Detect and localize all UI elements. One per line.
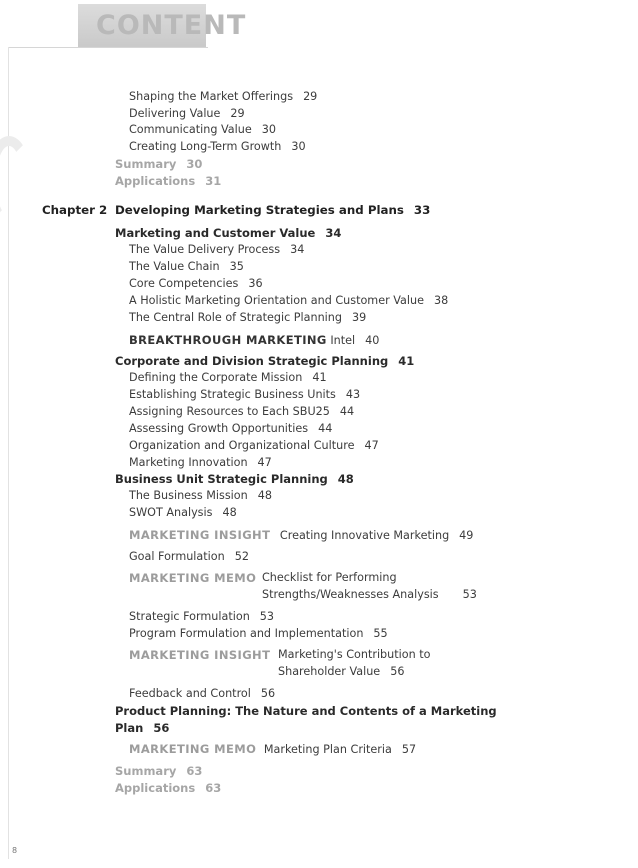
toc-entry-title: Establishing Strategic Business Units (129, 388, 336, 401)
toc-section[interactable] (115, 704, 497, 718)
toc-entry-page: 63 (205, 781, 222, 795)
toc-section-title-line1: Product Planning: The Nature and Contents of a Marketing (115, 704, 497, 718)
feature-page: 57 (401, 743, 417, 756)
toc-section-page: 34 (325, 226, 342, 240)
toc-entry-title: Assigning Resources to Each SBU25 (129, 405, 330, 418)
toc-entry-page: 34 (290, 243, 305, 256)
toc-entry-page: 48 (257, 489, 272, 502)
chapter-heading[interactable] (115, 203, 430, 217)
toc-entry[interactable] (129, 260, 244, 274)
toc-entry-page: 31 (205, 174, 222, 188)
feature-title-line2-wrap (262, 588, 477, 602)
feature-title: Intel (330, 334, 356, 347)
toc-entry[interactable] (129, 439, 379, 453)
toc-entry-page: 43 (345, 388, 361, 401)
toc-entry[interactable] (129, 506, 237, 520)
feature-label: MARKETING INSIGHT (129, 528, 271, 542)
toc-entry-title: Program Formulation and Implementation (129, 627, 364, 640)
feature-page: 49 (459, 529, 474, 542)
toc-section-title-line2: Plan (115, 721, 144, 735)
toc-section-title: Corporate and Division Strategic Planning (115, 354, 389, 368)
toc-entry-title: Summary (115, 764, 177, 778)
toc-entry-page: 52 (234, 550, 249, 563)
toc-entry-title: The Value Delivery Process (129, 243, 281, 256)
toc-entry-page: 29 (303, 90, 318, 103)
page-number: 8 (12, 846, 18, 855)
toc-summary[interactable] (115, 157, 202, 171)
toc-entry-title: The Business Mission (129, 489, 248, 502)
chapter-title: Developing Marketing Strategies and Plans (115, 203, 404, 217)
toc-entry-title: Communicating Value (129, 123, 252, 136)
feature-page: 40 (365, 334, 380, 347)
feature-title-line2: Strengths/Weaknesses Analysis (262, 588, 439, 601)
toc-entry-title: Delivering Value (129, 107, 221, 120)
toc-entry-title: Marketing Innovation (129, 456, 248, 469)
toc-entry-title: Goal Formulation (129, 550, 225, 563)
toc-section-title: Business Unit Strategic Planning (115, 472, 328, 486)
toc-entry-page: 39 (351, 311, 367, 324)
toc-entry-page: 35 (229, 260, 244, 273)
feature-label: MARKETING MEMO (129, 571, 257, 585)
toc-entry[interactable] (129, 388, 360, 402)
bleed-through-arc (0, 136, 32, 226)
toc-entry[interactable] (129, 90, 317, 104)
toc-entry-page: 30 (291, 140, 306, 153)
toc-entry[interactable] (129, 627, 388, 641)
toc-section[interactable] (115, 354, 414, 368)
feature-title-line1: Checklist for Performing (262, 571, 397, 584)
toc-entry[interactable] (129, 277, 263, 291)
toc-entry[interactable] (129, 140, 306, 154)
feature-title-line2: Shareholder Value (278, 665, 381, 678)
feature-page: 56 (390, 665, 405, 678)
toc-section[interactable] (115, 226, 341, 240)
feature-page: 53 (462, 588, 477, 601)
chapter-page: 33 (413, 203, 431, 217)
toc-entry-title: Defining the Corporate Mission (129, 371, 303, 384)
toc-feature-breakthrough[interactable] (129, 333, 379, 348)
toc-applications[interactable] (115, 174, 221, 188)
toc-feature-insight[interactable] (129, 648, 431, 678)
toc-entry-title: Core Competencies (129, 277, 239, 290)
toc-entry-page: 30 (261, 123, 276, 136)
toc-entry-title: SWOT Analysis (129, 506, 213, 519)
feature-title-line1: Marketing's Contribution to (278, 648, 431, 661)
toc-entry[interactable] (129, 294, 448, 308)
toc-entry[interactable] (129, 610, 274, 624)
feature-label: MARKETING INSIGHT (129, 648, 271, 662)
toc-entry-title: Feedback and Control (129, 687, 251, 700)
toc-entry-title: Assessing Growth Opportunities (129, 422, 309, 435)
toc-entry-title: The Value Chain (129, 260, 220, 273)
toc-entry[interactable] (129, 550, 249, 564)
toc-entry-page: 47 (364, 439, 379, 452)
toc-entry-title: Organization and Organizational Culture (129, 439, 355, 452)
toc-entry-title: Applications (115, 781, 196, 795)
toc-entry-page: 55 (373, 627, 388, 640)
toc-entry[interactable] (129, 243, 304, 257)
toc-feature-memo[interactable] (129, 742, 416, 757)
toc-entry-title: Applications (115, 174, 196, 188)
toc-entry-page: 53 (259, 610, 275, 623)
toc-entry[interactable] (129, 107, 245, 121)
toc-entry[interactable] (129, 405, 354, 419)
toc-entry-title: Summary (115, 157, 177, 171)
toc-section-page: 56 (153, 721, 170, 735)
chapter-label: Chapter 2 (42, 203, 108, 217)
toc-entry[interactable] (129, 489, 272, 503)
toc-entry-page: 48 (222, 506, 237, 519)
toc-feature-memo[interactable] (129, 571, 477, 601)
toc-section-page: 48 (337, 472, 354, 486)
toc-entry-page: 41 (312, 371, 327, 384)
feature-title: Creating Innovative Marketing (279, 529, 450, 542)
feature-label: BREAKTHROUGH MARKETING (129, 333, 327, 347)
toc-entry-page: 63 (186, 764, 203, 778)
toc-entry-title: Creating Long-Term Growth (129, 140, 282, 153)
contents-banner (78, 4, 247, 48)
toc-section[interactable] (115, 472, 354, 486)
toc-entry-title: The Central Role of Strategic Planning (129, 311, 342, 324)
toc-entry-page: 30 (186, 157, 203, 171)
toc-entry[interactable] (129, 422, 332, 436)
toc-entry-title: Strategic Formulation (129, 610, 250, 623)
feature-title-line2-wrap (278, 665, 404, 679)
toc-summary[interactable] (115, 764, 202, 778)
toc-applications[interactable] (115, 781, 221, 795)
toc-entry-page: 56 (260, 687, 276, 700)
toc-entry-page: 29 (230, 107, 245, 120)
toc-section-title: Marketing and Customer Value (115, 226, 316, 240)
feature-label: MARKETING MEMO (129, 742, 257, 756)
frame-top-rule (8, 47, 208, 48)
toc-entry-page: 44 (318, 422, 333, 435)
toc-entry-page: 36 (248, 277, 263, 290)
toc-entry[interactable] (129, 311, 366, 325)
toc-section-page: 41 (398, 354, 415, 368)
toc-entry-title: A Holistic Marketing Orientation and Customer Value (129, 294, 424, 307)
toc-entry[interactable] (129, 371, 327, 385)
banner-title: CONTENT (96, 10, 247, 41)
toc-entry[interactable] (129, 123, 276, 137)
toc-entry-title: Shaping the Market Offerings (129, 90, 294, 103)
toc-section-cont[interactable] (115, 721, 169, 735)
toc-entry[interactable] (129, 687, 275, 701)
toc-feature-insight[interactable] (129, 528, 473, 543)
toc-entry-page: 38 (433, 294, 449, 307)
toc-entry[interactable] (129, 456, 272, 470)
feature-title: Marketing Plan Criteria (263, 743, 392, 756)
toc-entry-page: 47 (257, 456, 272, 469)
toc-entry-page: 44 (339, 405, 355, 418)
